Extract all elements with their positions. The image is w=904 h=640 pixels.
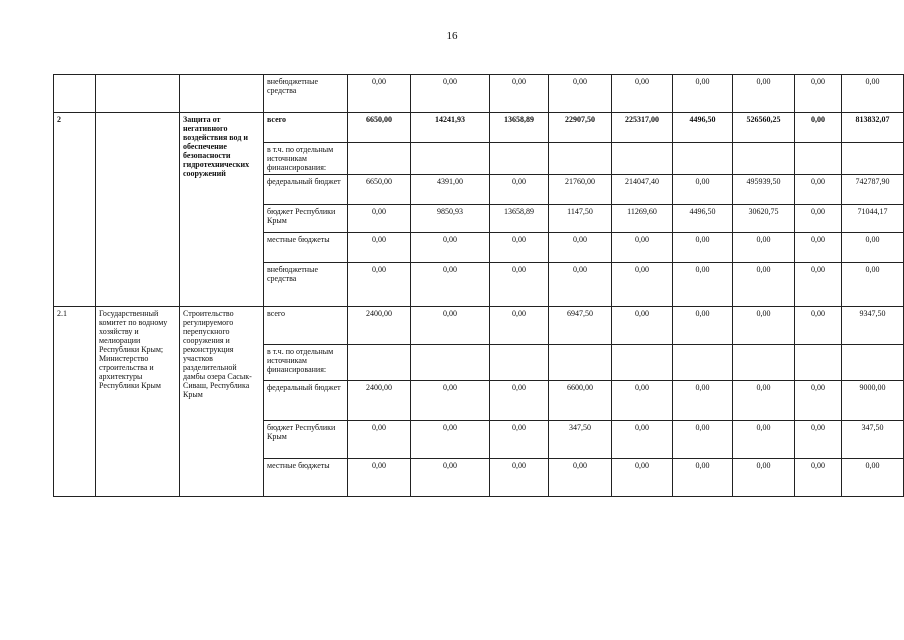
value-cell: 13658,89 [490,113,549,143]
value-cell: 225317,00 [612,113,673,143]
budget-table [53,74,904,497]
value-cell [348,345,411,381]
table-row [54,75,904,113]
value-cell: 0,00 [733,263,795,307]
value-cell: 0,00 [673,307,733,345]
value-cell: 0,00 [549,263,612,307]
value-cell: 0,00 [733,421,795,459]
value-cell [490,345,549,381]
value-cell: 71044,17 [842,205,904,233]
value-cell: 0,00 [348,421,411,459]
value-cell: 0,00 [612,307,673,345]
source-cell: всего [264,307,348,345]
value-cell: 13658,89 [490,205,549,233]
executor-cell [96,113,180,307]
value-cell [411,345,490,381]
value-cell: 2400,00 [348,381,411,421]
value-cell: 6650,00 [348,113,411,143]
value-cell: 742787,90 [842,175,904,205]
value-cell [673,345,733,381]
index-cell [54,75,96,113]
value-cell: 0,00 [795,233,842,263]
value-cell [733,143,795,175]
value-cell: 0,00 [490,381,549,421]
value-cell: 22907,50 [549,113,612,143]
source-cell: внебюджетные средства [264,263,348,307]
value-cell: 347,50 [842,421,904,459]
value-cell: 0,00 [490,421,549,459]
source-cell: федеральный бюджет [264,175,348,205]
value-cell: 0,00 [490,233,549,263]
value-cell: 0,00 [348,233,411,263]
value-cell: 6600,00 [549,381,612,421]
value-cell: 0,00 [612,233,673,263]
executor-cell: Государственный комитет по водному хозяйству и мелиорации Республики Крым; Министерство строительства и архитектуры Республики Крым [96,307,180,497]
value-cell: 0,00 [348,75,411,113]
value-cell: 0,00 [733,381,795,421]
value-cell: 0,00 [490,307,549,345]
source-cell: внебюджетные средства [264,75,348,113]
table-row [54,113,904,143]
value-cell: 0,00 [348,263,411,307]
value-cell: 347,50 [549,421,612,459]
value-cell: 0,00 [673,459,733,497]
value-cell: 0,00 [411,233,490,263]
name-cell: Защита от негативного воздействия вод и обеспечение безопасности гидротехнических сооружений [180,113,264,307]
value-cell: 813832,07 [842,113,904,143]
value-cell: 4496,50 [673,113,733,143]
value-cell [612,345,673,381]
source-cell: всего [264,113,348,143]
value-cell [795,143,842,175]
value-cell: 0,00 [612,263,673,307]
executor-cell [96,75,180,113]
value-cell: 0,00 [411,263,490,307]
value-cell: 0,00 [549,75,612,113]
value-cell: 0,00 [842,263,904,307]
index-cell: 2.1 [54,307,96,497]
value-cell: 0,00 [490,75,549,113]
value-cell: 0,00 [612,75,673,113]
value-cell: 0,00 [795,381,842,421]
source-cell: бюджет Республики Крым [264,421,348,459]
name-cell [180,75,264,113]
value-cell [348,143,411,175]
value-cell: 6947,50 [549,307,612,345]
value-cell: 0,00 [673,175,733,205]
value-cell: 0,00 [795,205,842,233]
value-cell: 0,00 [411,75,490,113]
value-cell: 0,00 [795,75,842,113]
value-cell: 0,00 [795,175,842,205]
value-cell: 214047,40 [612,175,673,205]
value-cell [842,143,904,175]
page-number: 16 [446,30,458,42]
value-cell: 0,00 [673,75,733,113]
value-cell [411,143,490,175]
value-cell: 2400,00 [348,307,411,345]
value-cell: 0,00 [733,459,795,497]
value-cell: 0,00 [490,263,549,307]
value-cell: 0,00 [348,205,411,233]
value-cell: 0,00 [842,75,904,113]
value-cell: 0,00 [612,459,673,497]
source-cell: бюджет Республики Крым [264,205,348,233]
value-cell: 0,00 [795,113,842,143]
source-cell: местные бюджеты [264,233,348,263]
value-cell: 0,00 [795,459,842,497]
value-cell [842,345,904,381]
source-cell: в т.ч. по отдельным источникам финансирования: [264,143,348,175]
value-cell: 0,00 [733,307,795,345]
value-cell: 0,00 [673,263,733,307]
value-cell: 0,00 [490,459,549,497]
value-cell: 0,00 [733,233,795,263]
value-cell [549,345,612,381]
value-cell: 4391,00 [411,175,490,205]
value-cell: 0,00 [490,175,549,205]
value-cell: 30620,75 [733,205,795,233]
name-cell: Строительство регулируемого перепускного сооружения и реконструкция участков разделительной дамбы озера Сасык-Сиваш, Республика Крым [180,307,264,497]
table-row [54,307,904,345]
value-cell: 0,00 [411,421,490,459]
value-cell: 0,00 [612,421,673,459]
value-cell [612,143,673,175]
source-cell: федеральный бюджет [264,381,348,421]
value-cell: 0,00 [795,421,842,459]
value-cell: 1147,50 [549,205,612,233]
value-cell: 0,00 [673,421,733,459]
value-cell: 0,00 [842,459,904,497]
value-cell: 14241,93 [411,113,490,143]
value-cell: 0,00 [733,75,795,113]
value-cell: 0,00 [612,381,673,421]
value-cell: 9347,50 [842,307,904,345]
value-cell [490,143,549,175]
value-cell [673,143,733,175]
value-cell: 0,00 [411,459,490,497]
value-cell: 0,00 [673,381,733,421]
value-cell: 0,00 [549,233,612,263]
value-cell: 0,00 [549,459,612,497]
value-cell: 4496,50 [673,205,733,233]
value-cell: 0,00 [842,233,904,263]
value-cell: 11269,60 [612,205,673,233]
value-cell: 0,00 [411,381,490,421]
value-cell: 0,00 [673,233,733,263]
value-cell: 0,00 [795,307,842,345]
value-cell: 0,00 [411,307,490,345]
value-cell: 495939,50 [733,175,795,205]
value-cell: 9000,00 [842,381,904,421]
value-cell: 21760,00 [549,175,612,205]
value-cell: 9850,93 [411,205,490,233]
value-cell: 6650,00 [348,175,411,205]
value-cell [795,345,842,381]
index-cell: 2 [54,113,96,307]
value-cell: 0,00 [348,459,411,497]
source-cell: в т.ч. по отдельным источникам финансирования: [264,345,348,381]
value-cell: 0,00 [795,263,842,307]
value-cell [549,143,612,175]
value-cell: 526560,25 [733,113,795,143]
value-cell [733,345,795,381]
source-cell: местные бюджеты [264,459,348,497]
